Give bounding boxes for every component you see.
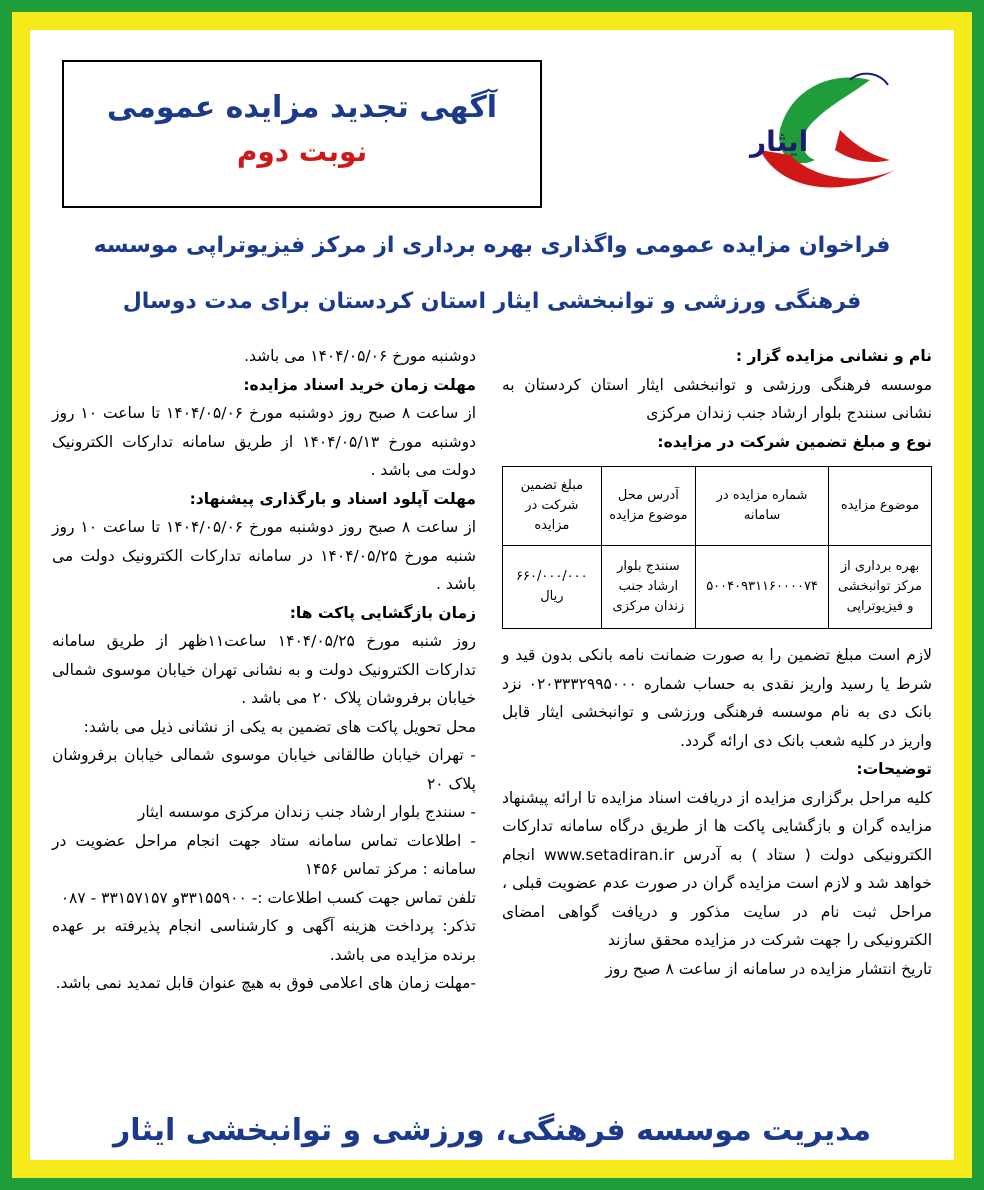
notice-page	[30, 30, 954, 1160]
org-heading: نام و نشانی مزایده گزار :	[735, 347, 932, 365]
phone-text: تلفن تماس جهت کسب اطلاعات :- ۳۳۱۵۵۹۰۰و ۳۳۱۵۷۱۵۷ - ۰۸۷	[60, 888, 476, 907]
isar-logo	[720, 60, 910, 210]
delivery-text: محل تحویل پاکت های تضمین به یکی از نشانی ذیل می باشد:	[83, 717, 476, 736]
notes-heading: توضیحات:	[856, 760, 932, 778]
upload-heading: مهلت آپلود اسناد و بارگذاری پیشنهاد:	[189, 489, 476, 508]
auction-table	[502, 466, 932, 629]
guarantee-heading: نوع و مبلغ تضمین شرکت در مزایده:	[657, 432, 932, 451]
notice-title: آگهی تجدید مزایده عمومی	[106, 90, 498, 125]
address-tehran: - تهران خیابان طالقانی خیابان موسوی شمالی خیابان برفروشان پلاک ۲۰	[52, 746, 476, 793]
footer-signature: مدیریت موسسه فرهنگی، ورزشی و توانبخشی ایثار	[112, 1113, 872, 1148]
table-header-cell: شماره مزایده در سامانه	[696, 467, 829, 546]
upload-text: از ساعت ۸ صبح روز دوشنبه مورخ ۱۴۰۴/۰۵/۰۶ تا ساعت ۱۰ روز شنبه مورخ ۱۴۰۴/۰۵/۲۵ در سامانه تدارکات الکترونیک دولت می باشد .	[52, 518, 477, 593]
headline-line-1: فراخوان مزایده عمومی واگذاری بهره برداری از مرکز فیزیوتراپی موسسه	[93, 233, 891, 258]
purchase-text: از ساعت ۸ صبح روز دوشنبه مورخ ۱۴۰۴/۰۵/۰۶ تا ساعت ۱۰ روز دوشنبه مورخ ۱۴۰۴/۰۵/۱۳ از طریق سامانه تدارکات الکترونیک دولت می باشد .	[52, 404, 477, 479]
opening-heading: زمان بازگشایی پاکت ها:	[289, 603, 476, 622]
table-cell: ۵۰۰۴۰۹۳۱۱۶۰۰۰۰۷۴	[696, 546, 829, 629]
table-cell: بهره برداری از مرکز توانبخشی و فیزیوتراپی	[829, 546, 932, 629]
address-sanandaj: - سنندج بلوار ارشاد جنب زندان مرکزی موسسه ایثار	[137, 803, 476, 821]
table-header-cell: موضوع مزایده	[829, 467, 932, 546]
title-box	[62, 60, 542, 208]
table-header-row	[503, 467, 932, 546]
publish-continued: دوشنبه مورخ ۱۴۰۴/۰۵/۰۶ می باشد.	[244, 347, 476, 365]
reminder-text: تذکر: پرداخت هزینه آگهی و کارشناسی انجام پذیرفته بر عهده برنده مزایده می باشد.	[52, 917, 476, 964]
contact-text: - اطلاعات تماس سامانه ستاد جهت انجام مراحل عضویت در سامانه : مرکز تماس ۱۴۵۶	[52, 831, 476, 878]
guarantee-text: لازم است مبلغ تضمین را به صورت ضمانت نامه بانکی بدون قید و شرط یا رسید واریز نقدی به حساب شماره ۰۲۰۳۳۳۲۹۹۵۰۰۰ نزد بانک دی به نام موسسه فرهنگی ورزشی و توانبخشی ایثار قابل واریز در کلیه شعب بانک دی ارائه گردد.	[502, 646, 932, 750]
opening-text: روز شنبه مورخ ۱۴۰۴/۰۵/۲۵ ساعت۱۱ظهر از طریق سامانه تدارکات الکترونیک دولت و به نشانی تهران خیابان موسوی شمالی خیابان برفروشان پلاک ۲۰ می باشد .	[52, 632, 476, 707]
table-header-cell: مبلغ تضمین شرکت در مزایده	[503, 467, 602, 546]
right-column	[502, 342, 932, 983]
publish-text: تاریخ انتشار مزایده در سامانه از ساعت ۸ صبح روز	[605, 959, 932, 978]
table-header-cell: آدرس محل موضوع مزایده	[601, 467, 695, 546]
table-cell: ۶۶۰/۰۰۰/۰۰۰ ریال	[503, 546, 602, 629]
logo-wordmark: ایثار	[750, 125, 809, 158]
org-text: موسسه فرهنگی ورزشی و توانبخشی ایثار استان کردستان به نشانی سنندج بلوار ارشاد جنب زندان مرکزی	[502, 375, 932, 422]
table-cell: سنندج بلوار ارشاد جنب زندان مرکزی	[601, 546, 695, 629]
notes-text: کلیه مراحل برگزاری مزایده از دریافت اسناد مزایده تا ارائه پیشنهاد مزایده گران و بازگشایی پاکت ها از طریق درگاه سامانه تدارکات الکترونیکی دولت ( ستاد ) به آدرس www.setadiran.ir انجام خواهد شد و لازم است مزایده گران در صورت عدم عضویت قبلی ، مراحل ثبت نام در سایت مذکور و دریافت گواهی امضای الکترونیکی را جهت شرکت در مزایده محقق سازند	[502, 788, 932, 949]
table-row	[503, 546, 932, 629]
notice-subtitle: نوبت دوم	[236, 135, 368, 168]
purchase-heading: مهلت زمان خرید اسناد مزایده:	[243, 375, 476, 394]
headline-line-2: فرهنگی ورزشی و توانبخشی ایثار استان کردستان برای مدت دوسال	[122, 289, 862, 314]
headline	[60, 218, 924, 330]
left-column	[52, 342, 476, 998]
deadline-text: -مهلت زمان های اعلامی فوق به هیچ عنوان قابل تمدید نمی باشد.	[55, 974, 476, 992]
